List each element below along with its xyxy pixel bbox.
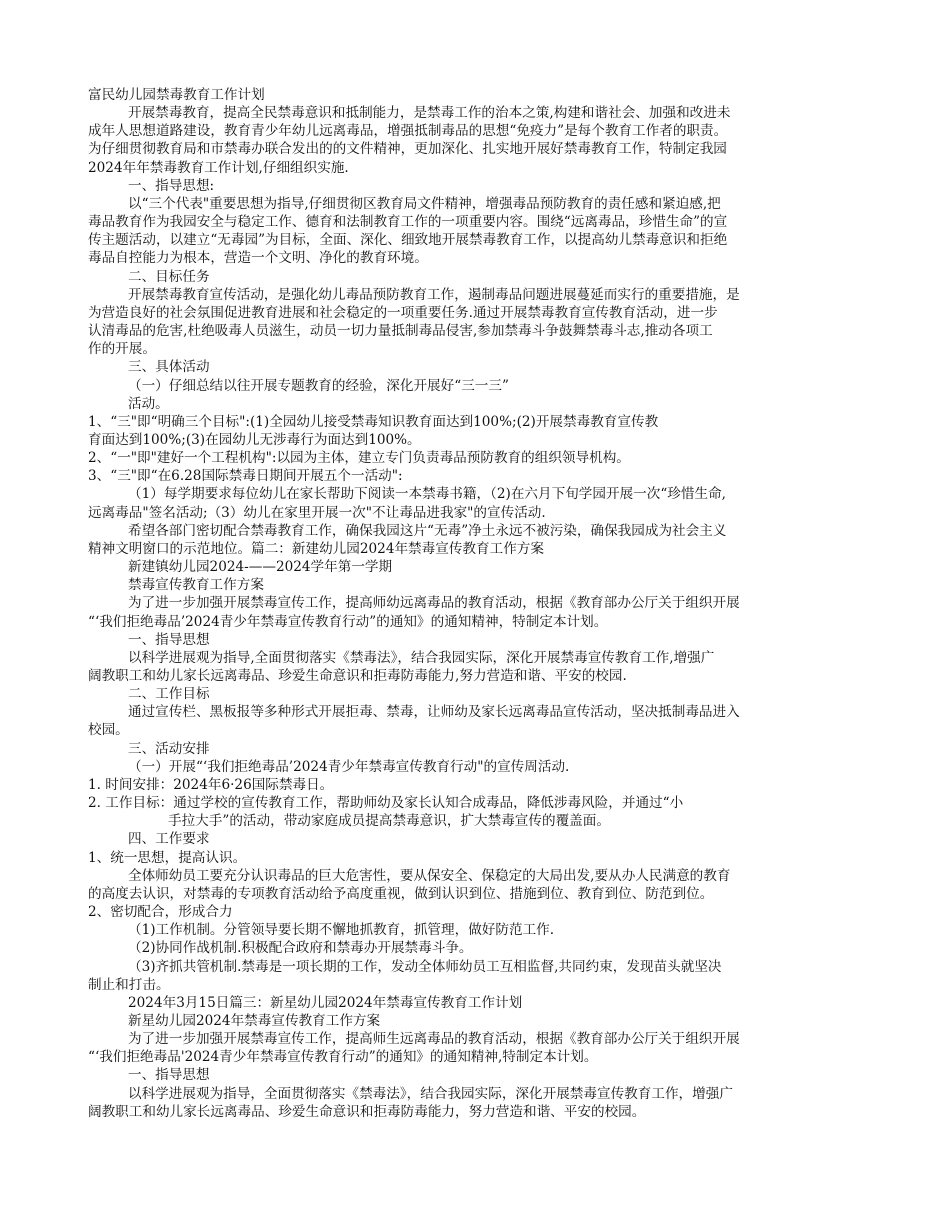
text-line: 为了进一步加强开展禁毒宣传工作，提高师生远离毒品的教育活动，根据《教育部办公厅关于组织开展	[128, 1031, 740, 1048]
text-line: 1. 时间安排：2024年6·26国际禁毒日。	[88, 776, 334, 793]
text-line: 校园。	[88, 722, 129, 739]
text-line: （3)齐抓共管机制.禁毒是一项长期的工作，发动全体师幼员工互相监督,共同约束，发现苗头就坚决	[128, 958, 722, 975]
text-line: 以“三个代表"重要思想为指导,仔细贯彻区教育局文件精神，增强毒品预防教育的责任感和紧迫感,把	[128, 195, 721, 212]
text-line: 认清毒品的危害,杜绝吸毒人员滋生，动员一切力量抵制毒品侵害,参加禁毒斗争鼓舞禁毒斗志,推动各项工	[88, 323, 713, 340]
text-line: 四、工作要求	[128, 831, 210, 848]
text-line: 手拉大手”的活动，带动家庭成员提高禁毒意识，扩大禁毒宣传的覆盖面。	[168, 813, 610, 830]
text-line: 以科学进展观为指导，全面贯彻落实《禁毒法》，结合我园实际，深化开展禁毒宣传教育工作，增强广	[128, 1085, 733, 1102]
text-line: 传主题活动，以建立“无毒园”为目标，全面、深化、细致地开展禁毒教育工作，以提高幼儿禁毒意识和拒绝	[88, 232, 728, 249]
text-line: （1)工作机制。分管领导要长期不懈地抓教育，抓管理，做好防范工作.	[128, 922, 555, 939]
text-line: 全体师幼员工要充分认识毒品的巨大危害性，要从保安全、保稳定的大局出发,要从办人民满意的教育	[128, 867, 731, 884]
text-line: 新星幼儿园2024年禁毒宣传教育工作方案	[128, 1012, 381, 1029]
text-line: 开展禁毒教育宣传活动，是强化幼儿毒品预防教育工作，遏制毒品问题进展蔓延而实行的重要措施，是	[128, 286, 740, 303]
text-line: 育面达到100%;(3)在园幼儿无涉毒行为面达到100%。	[88, 431, 421, 448]
text-line: （2)协同作战机制.积极配合政府和禁毒办开展禁毒斗争。	[128, 940, 473, 957]
text-line: 通过宣传栏、黑板报等多种形式开展拒毒、禁毒，让师幼及家长远离毒品宣传活动，坚决抵制毒品进入	[128, 704, 740, 721]
text-line: 二、目标任务	[128, 268, 210, 285]
text-line: 为营造良好的社会氛围促进教育进展和社会稳定的一项重要任务.通过开展禁毒教育宣传教育活动，进一步	[88, 304, 718, 321]
text-line: 二、工作目标	[128, 686, 210, 703]
text-line: 3、“三"即“在6.28国际禁毒日期间开展五个一活动":	[88, 468, 403, 485]
text-line: 禁毒宣传教育工作方案	[128, 577, 264, 594]
text-line: 三、活动安排	[128, 740, 210, 757]
text-line: 2024年3月15日篇三：新星幼儿园2024年禁毒宣传教育工作计划	[128, 994, 523, 1011]
document-title: 富民幼儿园禁毒教育工作计划	[88, 87, 265, 103]
text-line: “‘我们拒绝毒品’2024青少年禁毒宣传教育行动”的通知》的通知精神，特制定本计划。	[88, 613, 608, 630]
text-line: 为了进一步加强开展禁毒宣传工作，提高师幼远离毒品的教育活动，根据《教育部办公厅关于组织开展	[128, 595, 740, 612]
text-line: 一、指导思想	[128, 631, 210, 648]
text-line: 成年人思想道路建设，教育青少年幼儿远离毒品，增强抵制毒品的思想“免疫力”是每个教育工作者的职责。	[88, 123, 728, 140]
text-line: 2024年年禁毒教育工作计划,仔细组织实施.	[88, 159, 349, 176]
text-line: “‘我们拒绝毒品'2024青少年禁毒宣传教育行动”的通知》的通知精神,特制定本计划。	[88, 1049, 598, 1066]
text-line: 精神文明窗口的示范地位。篇二：新建幼儿园2024年禁毒宣传教育工作方案	[88, 540, 544, 557]
text-line: 1、统一思想，提高认识。	[88, 849, 247, 866]
text-line: 阔教职工和幼儿家长远离毒品、珍爱生命意识和拒毒防毒能力，努力营造和谐、平安的校园。	[88, 1103, 646, 1120]
text-line: 一、指导思想	[128, 1067, 210, 1084]
text-line: 开展禁毒教育，提高全民禁毒意识和抵制能力，是禁毒工作的治本之策,构建和谐社会、加强和改进未	[128, 105, 731, 122]
text-line: （1）每学期要求每位幼儿在家长帮助下阅读一本禁毒书籍，（2)在六月下旬学园开展一次“珍惜生命,	[128, 486, 727, 503]
text-line: 制止和打击。	[88, 976, 170, 993]
text-line: 的高度去认识，对禁毒的专项教育活动给予高度重视，做到认识到位、措施到位、教育到位、防范到位。	[88, 885, 714, 902]
text-line: 2、密切配合，形成合力	[88, 904, 233, 921]
text-line: 远离毒品"签名活动;（3）幼儿在家里开展一次"不让毒品进我家"的宣传活动.	[88, 504, 546, 521]
text-line: 作的开展。	[88, 341, 156, 358]
text-line: 以科学进展观为指导,全面贯彻落实《禁毒法》，结合我园实际，深化开展禁毒宣传教育工作,增强广	[128, 649, 715, 666]
text-line: 一、指导思想:	[128, 177, 215, 194]
text-line: 1、“三"即“明确三个目标":(1)全园幼儿接受禁毒知识教育面达到100%;(2)开展禁毒教育宣传教	[88, 413, 659, 430]
text-line: 希望各部门密切配合禁毒教育工作，确保我园这片“无毒”净土永远不被污染，确保我园成为社会主义	[128, 522, 727, 539]
text-line: （一）仔细总结以往开展专题教育的经验，深化开展好“三一三”	[128, 377, 509, 394]
text-line: 2、“一"即"建好一个工程机构":以园为主体，建立专门负责毒品预防教育的组织领导机构。	[88, 450, 630, 467]
text-line: 2. 工作目标：通过学校的宣传教育工作，帮助师幼及家长认知合成毒品，降低涉毒风险，并通过“小	[88, 795, 684, 812]
text-line: 阔教职工和幼儿家长远离毒品、珍爱生命意识和拒毒防毒能力,努力营造和谐、平安的校园.	[88, 668, 627, 684]
text-line: 活动。	[128, 395, 169, 412]
text-line: 毒品自控能力为根本，营造一个文明、净化的教育环境。	[88, 250, 428, 267]
text-line: 毒品教育作为我园安全与稳定工作、德育和法制教育工作的一项重要内容。围绕“远离毒品，珍惜生命”的宣	[88, 214, 728, 231]
text-line: 新建镇幼儿园2024-——2024学年第一学期	[128, 559, 393, 576]
text-line: （一）开展“‘我们拒绝毒品’2024青少年禁毒宣传教育行动"的宣传周活动.	[128, 758, 570, 775]
text-line: 三、具体活动	[128, 359, 210, 376]
text-line: 为仔细贯彻教育局和市禁毒办联合发出的的文件精神，更加深化、扎实地开展好禁毒教育工作，特制定我园	[88, 141, 727, 158]
